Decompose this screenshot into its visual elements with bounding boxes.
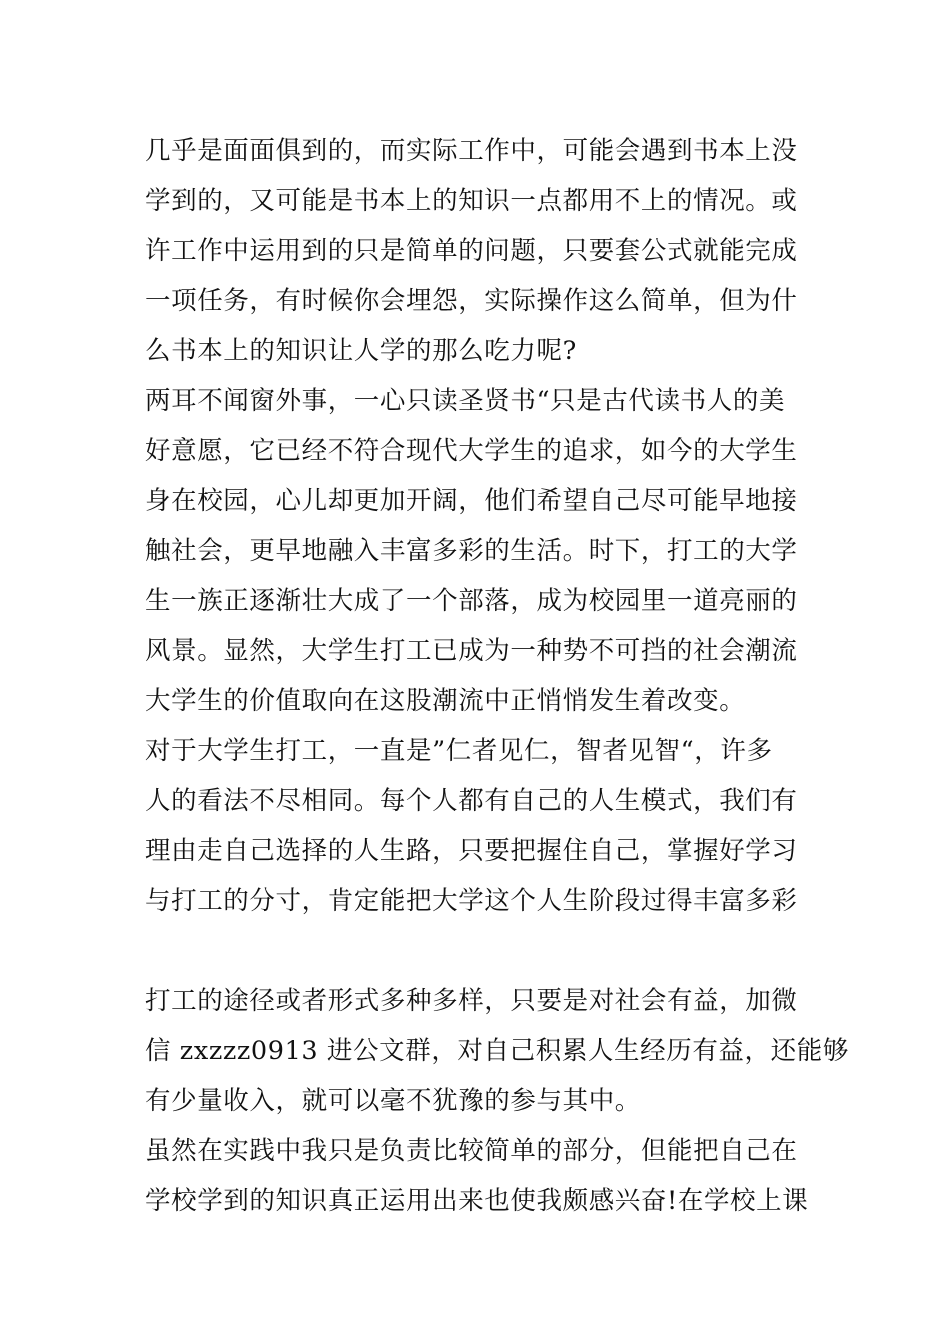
text-line: 么书本上的知识让人学的那么吃力呢?: [145, 336, 577, 366]
text-line: 虽然在实践中我只是负责比较简单的部分，但能把自己在: [145, 1136, 798, 1166]
text-line: 一项任务，有时候你会埋怨，实际操作这么简单，但为什: [145, 286, 798, 316]
text-line: 几乎是面面俱到的，而实际工作中，可能会遇到书本上没: [145, 136, 798, 166]
text-line: 大学生的价值取向在这股潮流中正悄悄发生着改变。: [145, 686, 746, 716]
text-line: 好意愿，它已经不符合现代大学生的追求，如今的大学生: [145, 436, 798, 466]
text-line: 身在校园，心儿却更加开阔，他们希望自己尽可能早地接: [145, 486, 798, 516]
text-line: 打工的途径或者形式多种多样，只要是对社会有益，加微: [145, 986, 798, 1016]
text-line: 两耳不闻窗外事，一心只读圣贤书“只是古代读书人的美: [145, 386, 786, 416]
text-line: 风景。显然，大学生打工已成为一种势不可挡的社会潮流: [145, 636, 798, 666]
text-line: 与打工的分寸，肯定能把大学这个人生阶段过得丰富多彩: [145, 886, 798, 916]
text-line: 人的看法不尽相同。每个人都有自己的人生模式，我们有: [145, 786, 798, 816]
text-line: 信 zxzzz0913 进公文群，对自己积累人生经历有益，还能够: [145, 1036, 849, 1066]
text-line: 触社会，更早地融入丰富多彩的生活。时下，打工的大学: [145, 536, 798, 566]
text-line: 学到的，又可能是书本上的知识一点都用不上的情况。或: [145, 186, 798, 216]
text-line: 学校学到的知识真正运用出来也使我颇感兴奋!在学校上课: [145, 1186, 809, 1216]
text-line: 许工作中运用到的只是简单的问题，只要套公式就能完成: [145, 236, 798, 266]
text-line: 理由走自己选择的人生路，只要把握住自己，掌握好学习: [145, 836, 798, 866]
text-line: 对于大学生打工，一直是”仁者见仁，智者见智“，许多: [145, 736, 773, 766]
text-line: 有少量收入，就可以毫不犹豫的参与其中。: [145, 1086, 641, 1116]
text-line: 生一族正逐渐壮大成了一个部落，成为校园里一道亮丽的: [145, 586, 798, 616]
